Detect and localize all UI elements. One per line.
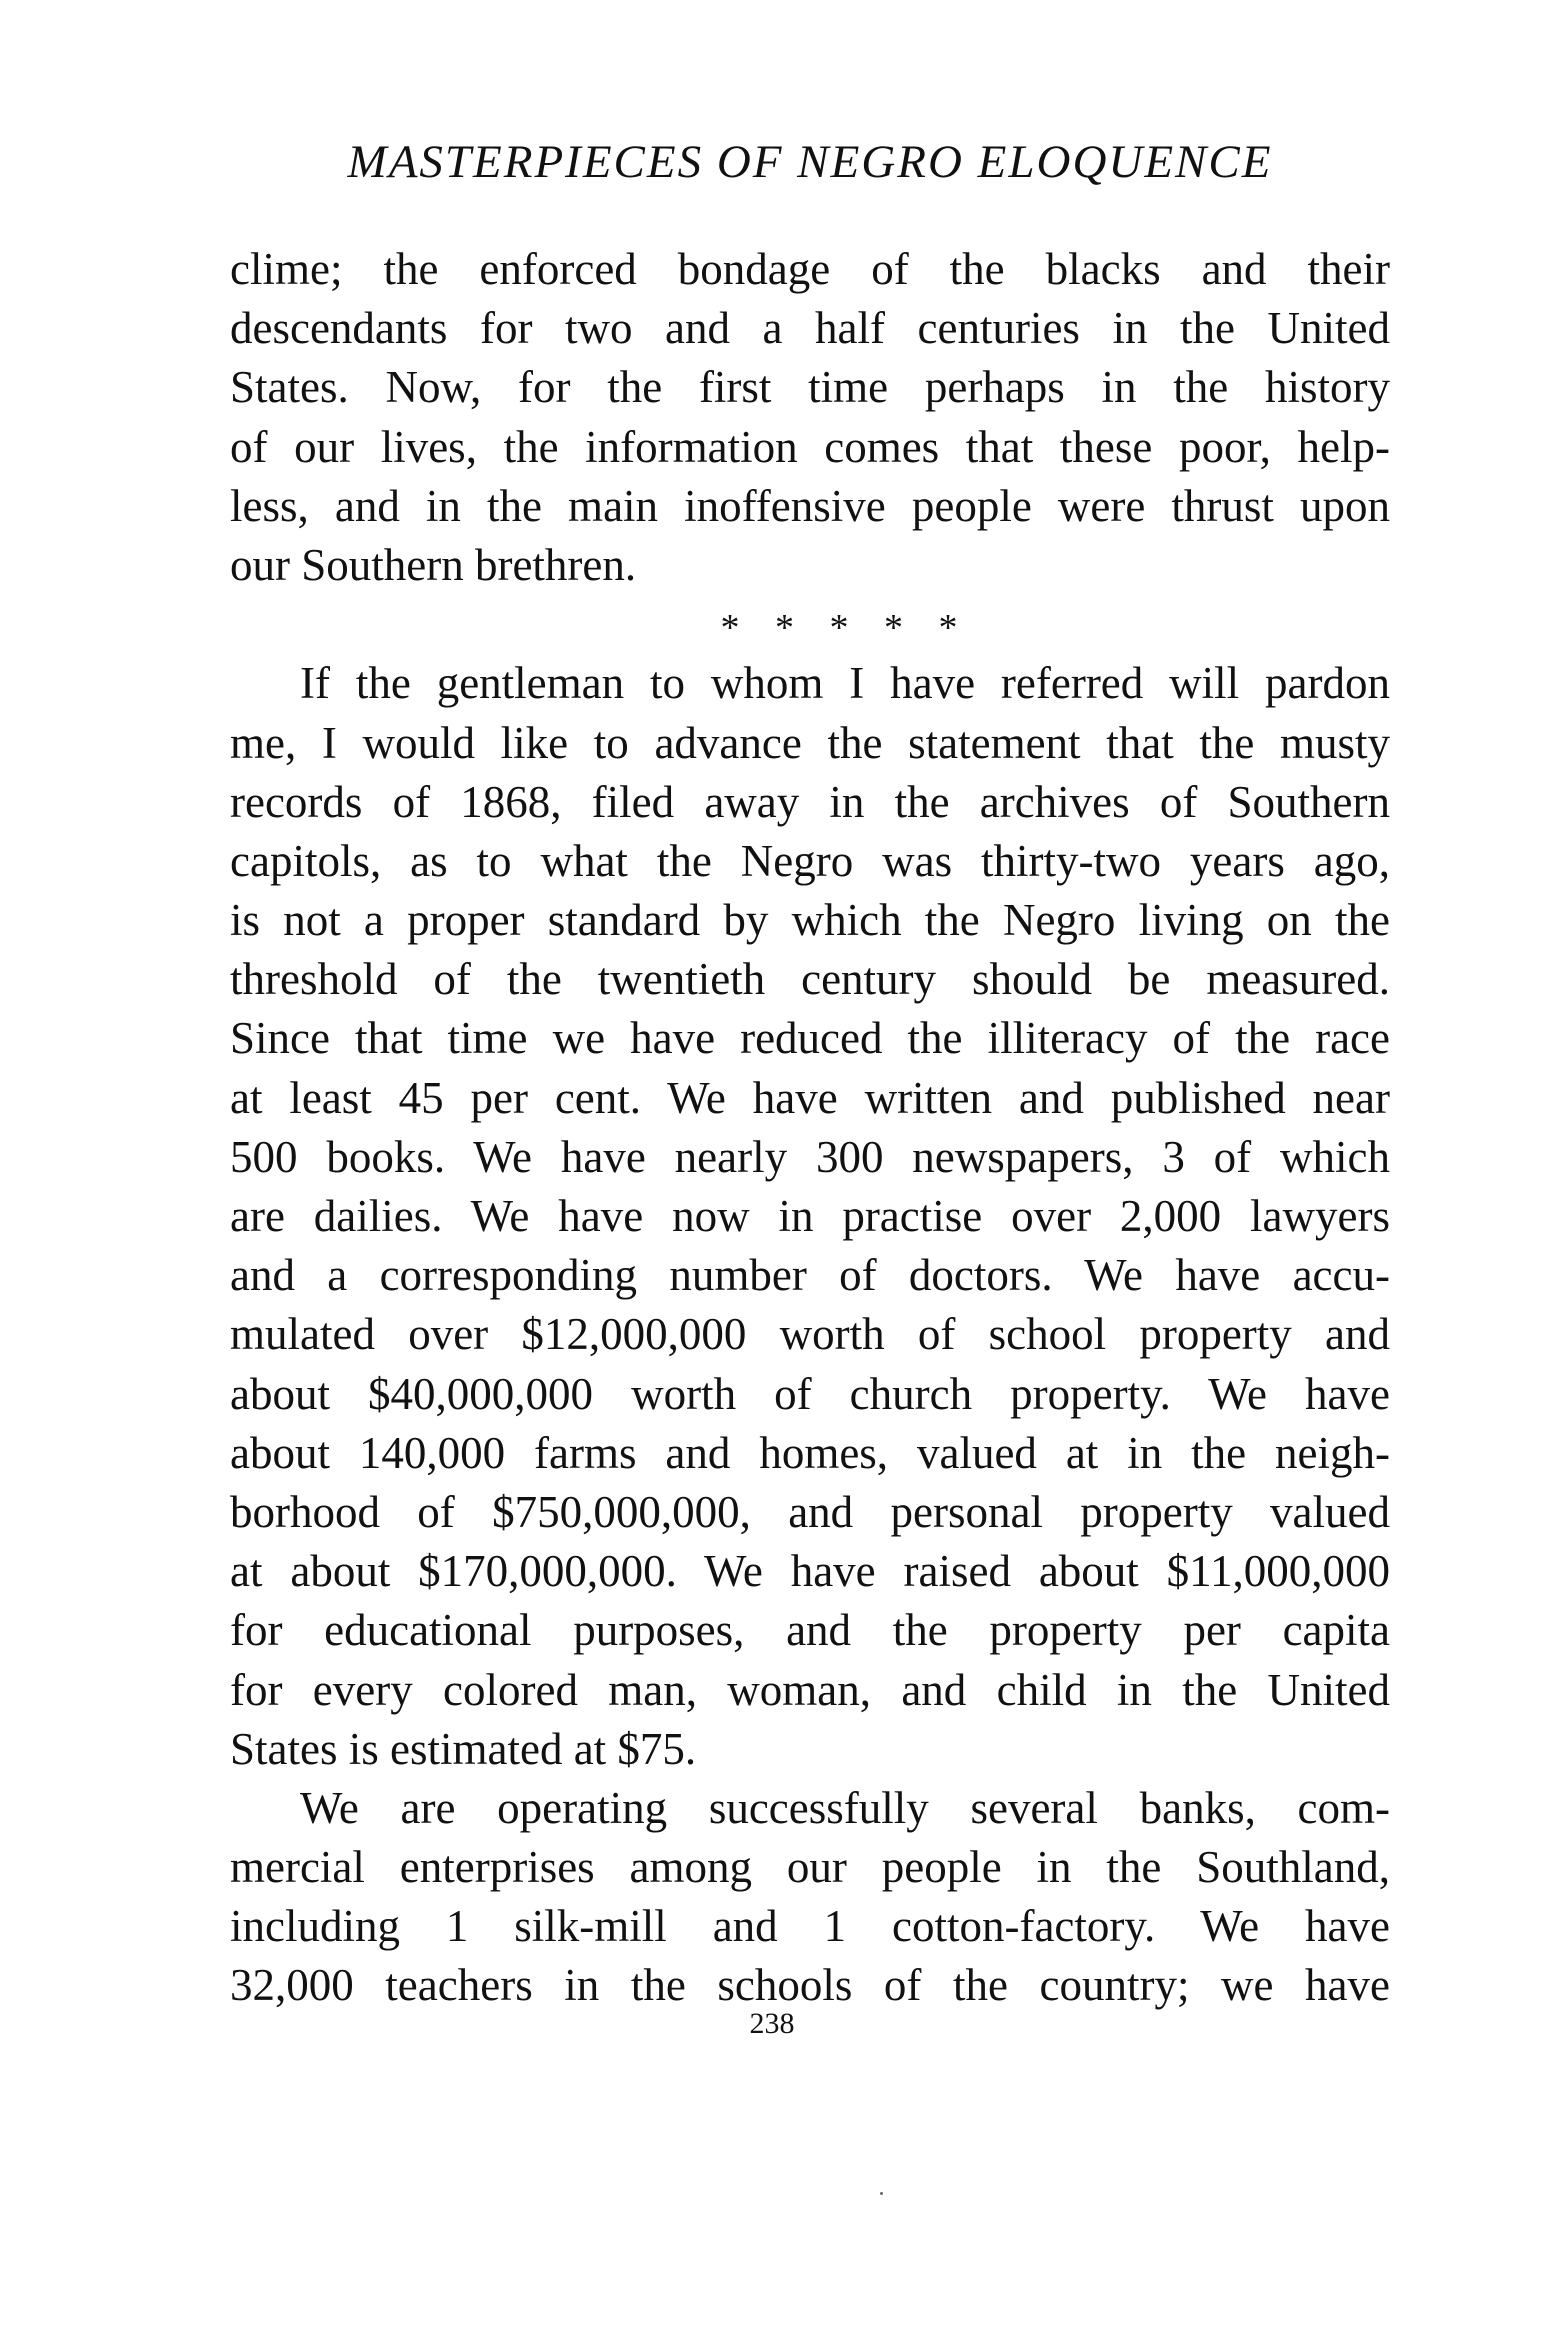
text-line: descendants for two and a half centuries in the United bbox=[230, 303, 1390, 354]
text-line: threshold of the twentieth century should be measured. bbox=[230, 954, 1390, 1005]
scan-speck bbox=[880, 2192, 883, 2195]
text-line: If the gentleman to whom I have referred will pardon bbox=[300, 658, 1390, 709]
paragraph-3 bbox=[230, 1779, 1390, 2016]
text-line: less, and in the main inoffensive people were thrust upon bbox=[230, 480, 1390, 531]
section-separator: * * * * * bbox=[720, 607, 960, 650]
paragraph-1 bbox=[230, 240, 1390, 595]
text-line: mulated over $12,000,000 worth of school property and bbox=[230, 1309, 1390, 1360]
text-line: our Southern brethren. bbox=[230, 539, 637, 590]
body-text bbox=[230, 240, 1390, 2016]
text-line: of our lives, the information comes that these poor, help- bbox=[230, 421, 1390, 472]
text-line: States. Now, for the first time perhaps in the history bbox=[230, 362, 1390, 413]
text-line: borhood of $750,000,000, and personal property valued bbox=[230, 1486, 1390, 1537]
text-line: about $40,000,000 worth of church property. We have bbox=[230, 1368, 1390, 1419]
text-line: and a corresponding number of doctors. We have accu- bbox=[230, 1250, 1390, 1301]
text-line: including 1 silk-mill and 1 cotton-factory. We have bbox=[230, 1901, 1390, 1952]
text-line: about 140,000 farms and homes, valued at in the neigh- bbox=[230, 1427, 1390, 1478]
running-title: MASTERPIECES OF NEGRO ELOQUENCE bbox=[347, 136, 1273, 188]
text-line: for every colored man, woman, and child in the United bbox=[230, 1664, 1390, 1715]
paragraph-2 bbox=[230, 654, 1390, 1779]
text-line: clime; the enforced bondage of the blacks and their bbox=[230, 244, 1390, 294]
text-line: capitols, as to what the Negro was thirty-two years ago, bbox=[230, 835, 1390, 886]
text-line: 500 books. We have nearly 300 newspapers, 3 of which bbox=[230, 1131, 1390, 1182]
text-line: We are operating successfully several banks, com- bbox=[300, 1782, 1390, 1833]
text-line: at least 45 per cent. We have written and published near bbox=[230, 1072, 1390, 1123]
text-line: at about $170,000,000. We have raised about $11,000,000 bbox=[230, 1546, 1390, 1597]
text-line: me, I would like to advance the statement that the musty bbox=[230, 717, 1390, 768]
text-line: for educational purposes, and the property per capita bbox=[230, 1605, 1390, 1656]
text-line: mercial enterprises among our people in the Southland, bbox=[230, 1842, 1390, 1893]
text-line: States is estimated at $75. bbox=[230, 1723, 697, 1774]
text-line: records of 1868, filed away in the archives of Southern bbox=[230, 776, 1390, 827]
text-line: is not a proper standard by which the Negro living on the bbox=[230, 895, 1390, 946]
text-line: 32,000 teachers in the schools of the country; we have bbox=[230, 1960, 1390, 2011]
text-line: Since that time we have reduced the illiteracy of the race bbox=[230, 1013, 1390, 1064]
page-number: 238 bbox=[749, 2007, 795, 2040]
text-line: are dailies. We have now in practise over 2,000 lawyers bbox=[230, 1191, 1390, 1241]
